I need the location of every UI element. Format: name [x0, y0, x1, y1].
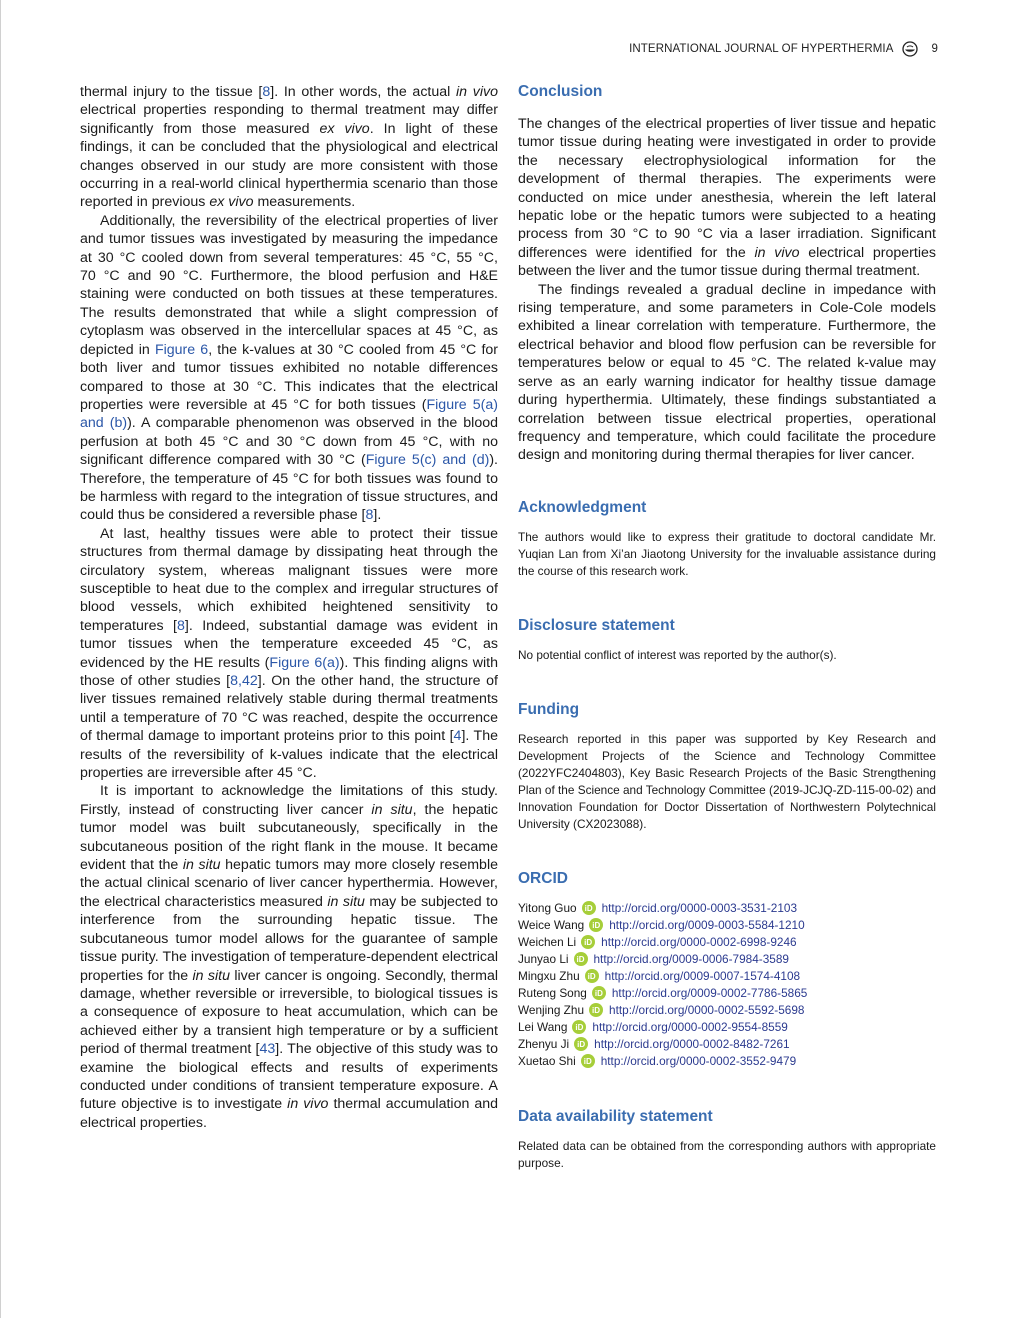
orcid-icon[interactable]: iD: [581, 1054, 595, 1068]
orcid-icon[interactable]: iD: [574, 1037, 588, 1051]
text-run: ]. In other words, the actual: [270, 84, 457, 100]
text-run: It is important to acknowledge the limitations of this study. Firstly, instead of constructing liver cancer: [80, 783, 498, 818]
orcid-entry: [518, 900, 936, 917]
orcid-link[interactable]: http://orcid.org/0009-0002-7786-5865: [611, 985, 808, 1000]
text-run: ). Therefore, the temperature of 45 °C for both tissues was found to be harmless with regard to the integration of tissue structures, and could thus be considered a reversible phase [: [80, 452, 498, 524]
author-name: Yitong Guo: [518, 900, 577, 915]
text-run: thermal accumulation and electrical properties.: [80, 1096, 499, 1131]
conclusion-section: [518, 83, 936, 465]
orcid-entry: [518, 934, 936, 951]
paragraph: [80, 83, 498, 212]
orcid-link[interactable]: http://orcid.org/0009-0006-7984-3589: [593, 951, 789, 966]
text-run: ].: [373, 507, 382, 524]
text-run: ]. The objective of this study was to examine the biological effects and results of experiments conducted under conditions of transient temperature exposure. A future objective is to investigate: [80, 1041, 499, 1113]
text-run: ]. The results of the reversibility of k-values indicate that the electrical properties are irreversible after 45 °C.: [80, 728, 498, 782]
italic-text: in situ: [192, 967, 230, 984]
text-run: may be subjected to interference from the surrounding hepatic tissue. The subcutaneous tumor model allows for the guarantee of sample tissue purity. The investigation of temperature-dependent electrical properties for the: [80, 893, 498, 984]
text-run: ). This finding aligns with those of other studies [: [80, 654, 499, 689]
orcid-icon[interactable]: iD: [574, 952, 588, 966]
text-run: ]. On the other hand, the structure of liver tissues remained relatively stable during thermal treatments until a temperature of 70 °C was reached, despite the occurrence of thermal damage to important proteins prior to this point [: [80, 673, 498, 745]
orcid-entry: [518, 1002, 936, 1019]
orcid-entry: [518, 968, 936, 985]
orcid-entry: [518, 985, 936, 1002]
journal-logo-icon: [902, 41, 918, 57]
paragraph: [80, 782, 498, 1132]
author-name: Mingxu Zhu: [518, 968, 580, 983]
orcid-link[interactable]: http://orcid.org/0009-0007-1574-4108: [604, 968, 801, 983]
author-name: Zhenyu Ji: [518, 1036, 570, 1051]
orcid-entry: [518, 1053, 936, 1070]
citation-link[interactable]: Figure 5(c) and (d): [365, 452, 490, 469]
paragraph: [518, 281, 936, 465]
right-column: [518, 83, 936, 1172]
section-heading: Conclusion: [518, 83, 603, 100]
text-run: liver cancer is ongoing. Secondly, thermal damage, whether reversible or irreversible, to biological tissues is a consequence of exposure to heat accumulation, which can be achieved either by a transient high temperature or by a sufficient period of thermal treatment [: [80, 967, 498, 1058]
text-run: ]. Indeed, substantial damage was evident in tumor tissues when the temperature exceeded 45 °C, as evidenced by the HE results (: [80, 617, 498, 671]
citation-link[interactable]: 4: [453, 728, 462, 745]
author-name: Weichen Li: [518, 934, 577, 949]
funding-text: Research reported in this paper was supported by Key Research and Development Projects of the Science and Technology Committee (2022YFC2404803), Key Basic Research Projects of the Basic Strengthening Plan of the Science and Technology Committee (2019-JCJQ-ZD-115-00-02) and Innovation Foundation for Doctor Dissertation of Northwestern Polytechnical University (CX2023088).: [518, 731, 936, 831]
disclosure-section: [518, 617, 936, 664]
section-heading: Funding: [518, 700, 580, 718]
citation-link[interactable]: 8: [365, 507, 374, 524]
orcid-icon[interactable]: iD: [589, 918, 603, 932]
author-name: Lei Wang: [518, 1019, 568, 1034]
section-heading: Data availability statement: [518, 1107, 713, 1125]
paragraph: [518, 115, 936, 281]
orcid-icon[interactable]: iD: [581, 935, 595, 949]
data-availability-text: Related data can be obtained from the corresponding authors with appropriate purpose.: [518, 1138, 936, 1170]
orcid-icon[interactable]: iD: [572, 1020, 586, 1034]
page-number: 9: [931, 43, 938, 55]
orcid-entry: [518, 1036, 936, 1053]
orcid-link[interactable]: http://orcid.org/0000-0002-6998-9246: [601, 934, 797, 949]
text-run: electrical properties between the liver and the tumor tissue during thermal treatment.: [518, 244, 936, 280]
citation-link[interactable]: Figure 5(a) and (b): [80, 396, 498, 432]
text-run: thermal injury to the tissue [: [80, 84, 263, 100]
orcid-link[interactable]: http://orcid.org/0000-0003-3531-2103: [601, 900, 798, 915]
funding-section: [518, 701, 936, 833]
running-head: [629, 41, 938, 57]
italic-text: ex vivo: [319, 120, 370, 137]
author-name: Xuetao Shi: [518, 1053, 576, 1068]
italic-text: ex vivo: [209, 194, 254, 211]
section-heading: Disclosure statement: [518, 616, 675, 634]
orcid-entry: [518, 917, 936, 934]
journal-title: INTERNATIONAL JOURNAL OF HYPERTHERMIA: [629, 43, 894, 55]
orcid-icon[interactable]: iD: [589, 1003, 603, 1017]
citation-link[interactable]: 8: [262, 84, 271, 100]
text-run: The findings revealed a gradual decline in impedance with rising temperature, and some parameters in Cole-Cole models exhibited a linear correlation with temperature. Furthermore, the electrical behavior and blood flow perfusion can be reversible for temperatures below or equal to 45 °C. The related k-value may serve as an early warning indicator for healthy tissue damage during hyperthermia. Ultimately, these findings substantiated a correlation between tissue electrical properties, operational frequency and temperature, which could facilitate the procedure design and monitoring during thermal therapies for liver cancer.: [518, 281, 936, 464]
text-run: hepatic tumors may more closely resemble the actual clinical scenario of liver cancer hyperthermia. However, the electrical characteristics measured: [80, 857, 498, 910]
orcid-section: [518, 870, 936, 1070]
text-run: electrical properties responding to thermal treatment may differ significantly from those measured: [80, 102, 498, 137]
disclosure-text: No potential conflict of interest was reported by the author(s).: [518, 647, 837, 662]
orcid-icon[interactable]: iD: [592, 986, 606, 1000]
orcid-link[interactable]: http://orcid.org/0009-0003-5584-1210: [609, 917, 805, 932]
text-run: At last, healthy tissues were able to protect their tissue structures from thermal damage by dissipating heat through the circulatory system, whereas malignant tissues were more susceptible to heat due to the complex and irregular structures of blood vessels, which exhibited heightened sensitivity to temperatures [: [80, 525, 498, 634]
data-availability-section: [518, 1108, 936, 1172]
text-run: ). A comparable phenomenon was observed in the blood perfusion at both 45 °C and 30 °C down from 45 °C, with no significant difference compared with 30 °C (: [80, 415, 498, 469]
orcid-icon[interactable]: iD: [582, 901, 596, 915]
italic-text: in situ: [371, 801, 413, 818]
text-run: , the k-values at 30 °C cooled from 45 °C for both liver and tumor tissues exhibited no notable differences compared to those at 30 °C. This indicates that the electrical properties were reversible at 45 °C for both tissues (: [80, 341, 498, 413]
italic-text: in situ: [182, 857, 221, 874]
citation-link[interactable]: 8: [177, 617, 185, 634]
left-column: [80, 83, 498, 1132]
text-run: Additionally, the reversibility of the electrical properties of liver and tumor tissues was investigated by measuring the impedance at 30 °C cooled down from several temperatures: 45 °C, 55 °C, 70 °C and 90 °C. Furthermore, the blood perfusion and H&E staining were conducted on both tissues at these temperatures. The results demonstrated that while a slight compression of cytoplasm was observed in the intercellular spaces at 45 °C, as depicted in: [80, 212, 498, 358]
italic-text: in situ: [327, 893, 365, 910]
text-run: , the hepatic tumor model was built subcutaneously, specifically in the subcutaneous position of the right flank in the mouse. It became evident that the: [80, 801, 498, 874]
orcid-link[interactable]: http://orcid.org/0000-0002-9554-8559: [592, 1019, 788, 1034]
italic-text: in vivo: [287, 1096, 329, 1113]
citation-link[interactable]: 8,42: [230, 673, 258, 689]
orcid-link[interactable]: http://orcid.org/0000-0002-5592-5698: [609, 1002, 805, 1017]
citation-link[interactable]: 43: [259, 1041, 276, 1058]
text-run: . In light of these findings, it can be concluded that the physiological and electrical changes observed in our study are more consistent with those occurring in a real-world clinical hyperthermia scenario than those reported in previous: [80, 120, 499, 211]
orcid-entry: [518, 1019, 936, 1036]
italic-text: in vivo: [754, 244, 800, 261]
citation-link[interactable]: Figure 6(a): [269, 654, 340, 671]
page-edge: [0, 0, 1, 1318]
text-run: measurements.: [253, 194, 356, 211]
section-heading: ORCID: [518, 869, 568, 887]
author-name: Junyao Li: [518, 951, 569, 966]
italic-text: in vivo: [456, 84, 499, 100]
orcid-icon[interactable]: iD: [585, 969, 599, 983]
acknowledgment-section: [518, 499, 936, 580]
citation-link[interactable]: Figure 6: [154, 341, 209, 358]
orcid-entry: [518, 951, 936, 968]
orcid-link[interactable]: http://orcid.org/0000-0002-8482-7261: [594, 1036, 790, 1051]
paragraph: [80, 525, 498, 783]
author-name: Weice Wang: [518, 917, 585, 932]
section-heading: Acknowledgment: [518, 498, 647, 516]
paragraph: [80, 212, 498, 525]
text-run: The changes of the electrical properties of liver tissue and hepatic tumor tissue during heating were investigated in order to provide the necessary electrophysiological information for the development of thermal therapies. The experiments were conducted on mice under anesthesia, wherein the left lateral hepatic lobe or the hepatic tumors were subjected to a heating process from 30 °C to 90 °C via a laser irradiation. Significant differences were identified for the: [518, 116, 936, 261]
orcid-list: [518, 900, 936, 1070]
author-name: Ruteng Song: [518, 985, 587, 1000]
orcid-link[interactable]: http://orcid.org/0000-0002-3552-9479: [600, 1053, 797, 1068]
author-name: Wenjing Zhu: [518, 1002, 585, 1017]
acknowledgment-text: The authors would like to express their gratitude to doctoral candidate Mr. Yuqian Lan from Xi’an Jiaotong University for the invaluable assistance during the course of this research work.: [518, 529, 936, 578]
